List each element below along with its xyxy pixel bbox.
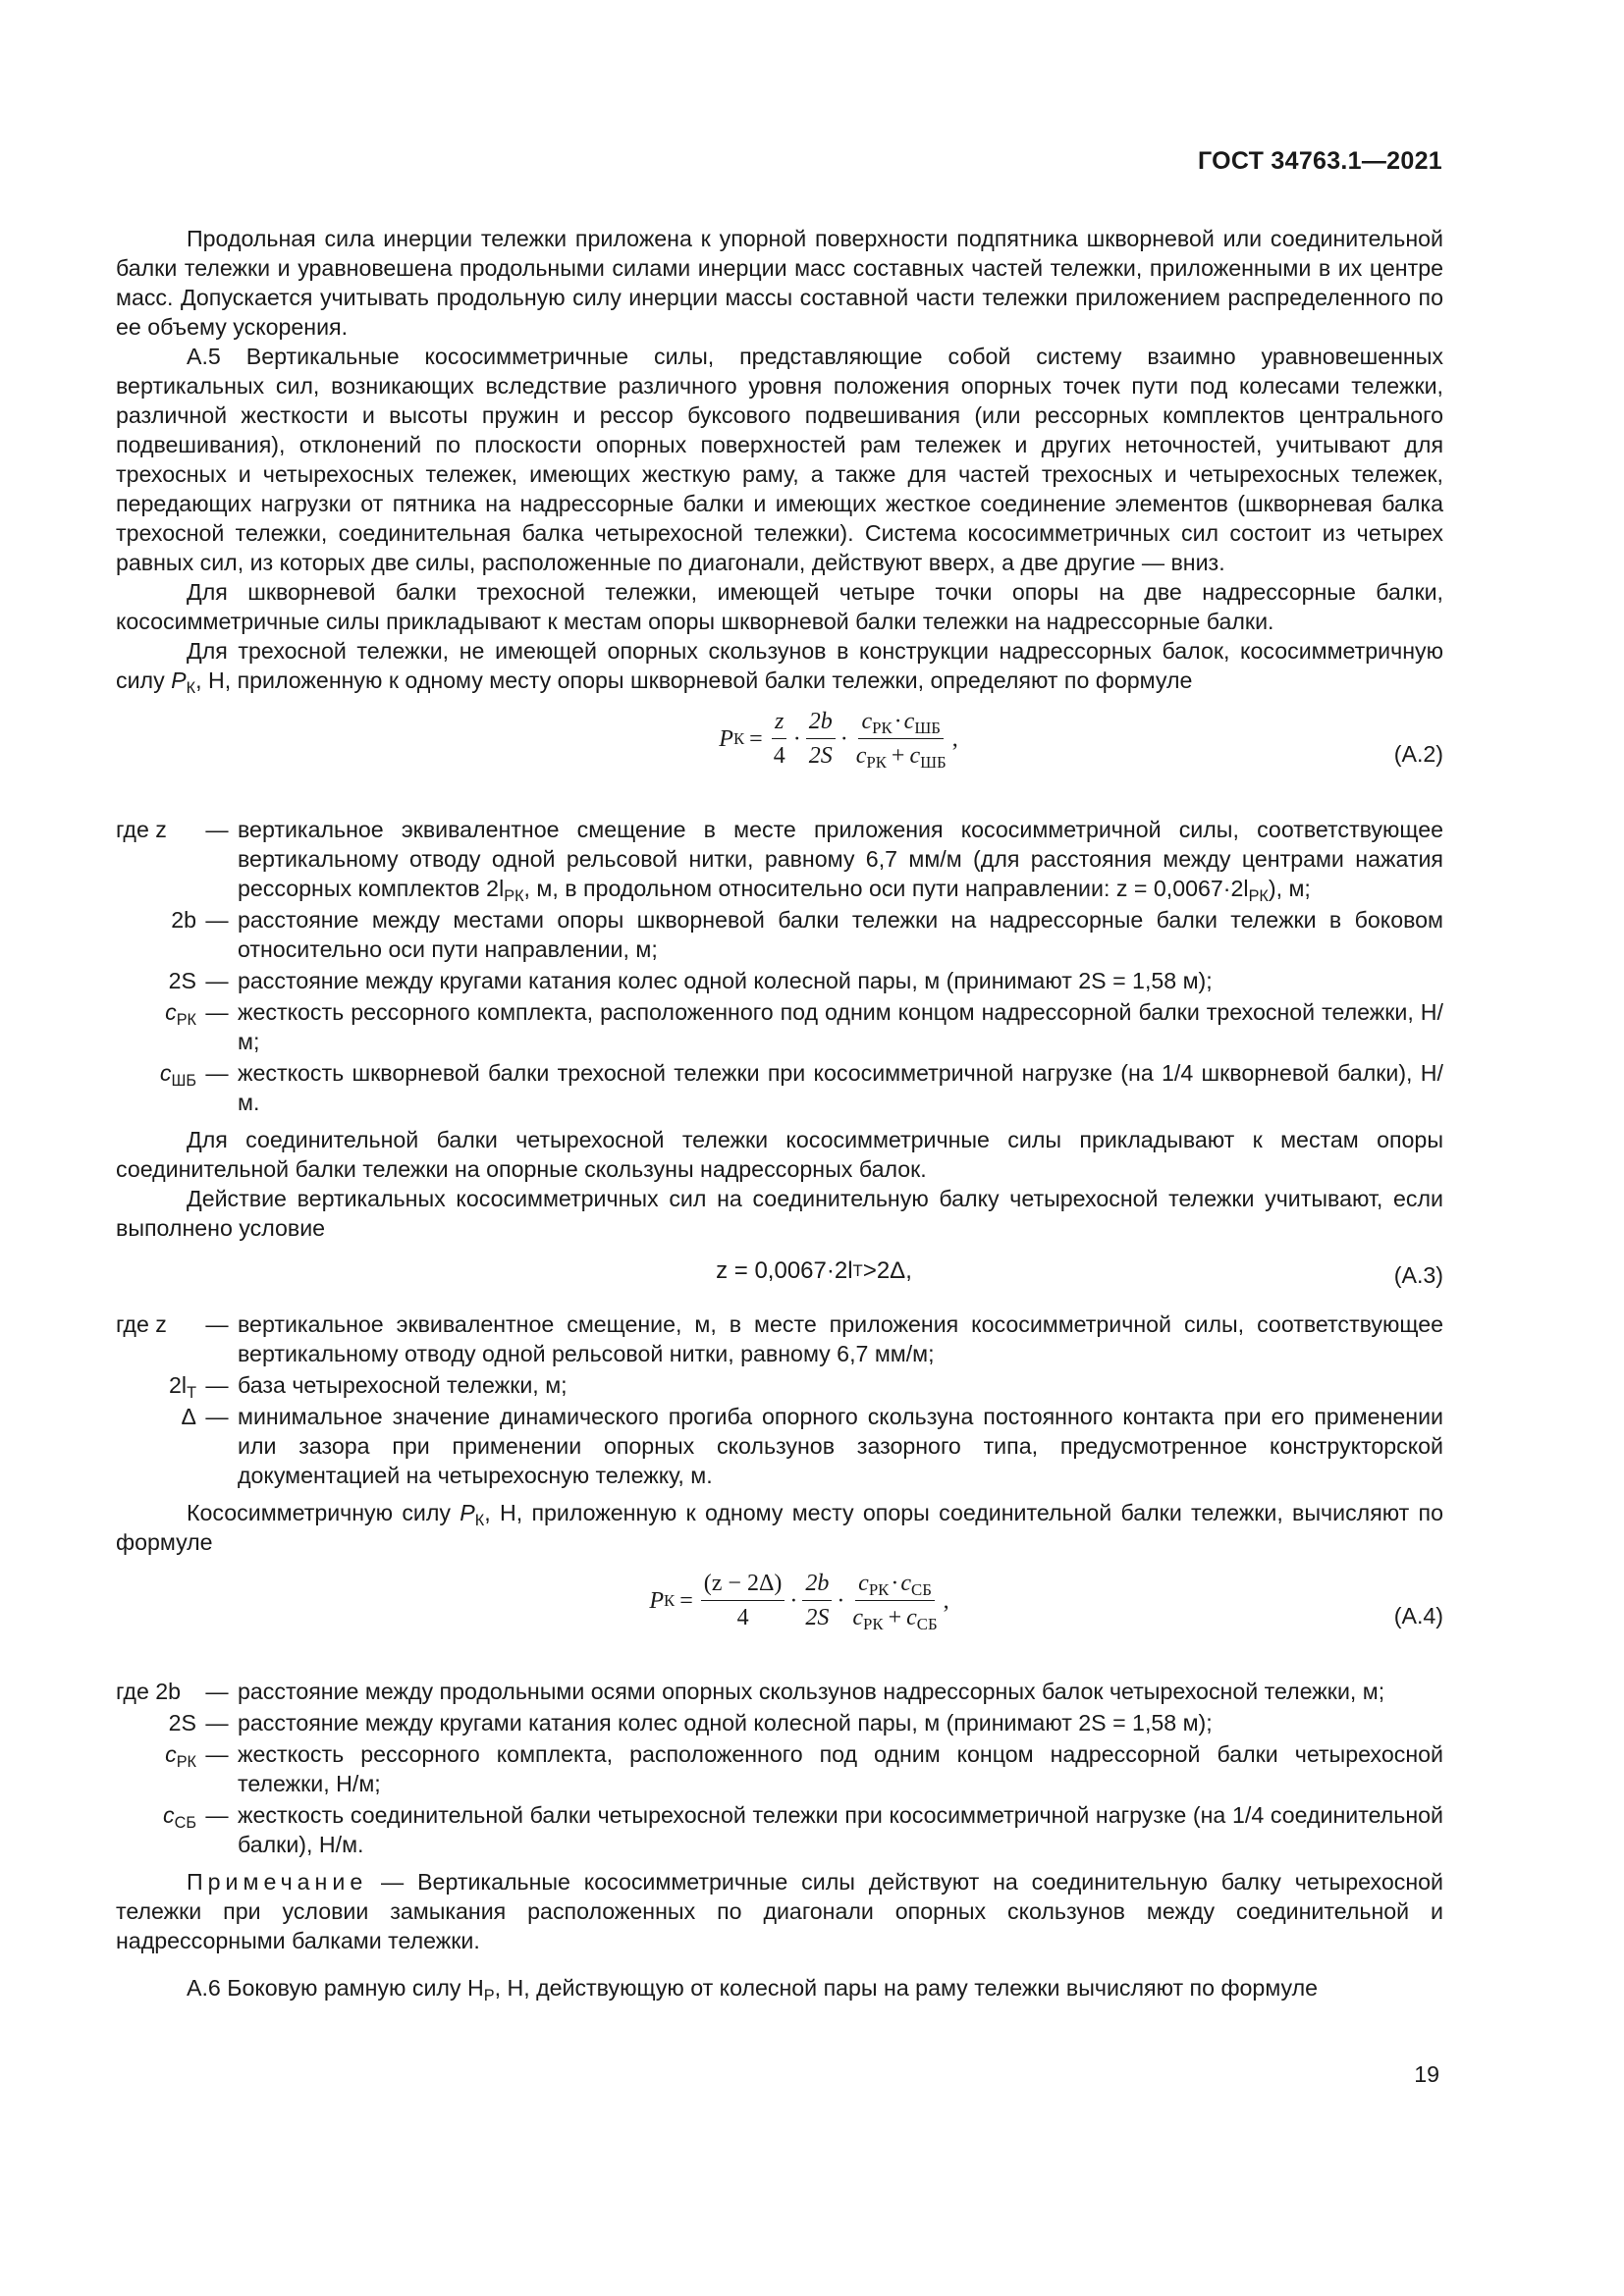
paragraph-four-axle-connecting: Для соединительной балки четырехосной тележки кососимметричные силы прикладывают к местам опоры соединительной балки тележки на опорные скользуны надрессорных балок. [116, 1127, 1443, 1182]
definition-item: 2S — расстояние между кругами катания колес одной колесной пары, м (принимают 2S = 1,58 м); [168, 968, 1213, 993]
formula-a4: P К = $\frac{(z - 2\Delta)}{4}$ · $\frac{2b}{2S}$ · $\frac{c_{РК}\cdot c_{СБ}}{c_{РК} + c_{СБ}}$ , (А.4) [649, 1571, 1443, 1634]
paragraph-a6: А.6 Боковую рамную силу $Н_Р$, Н, действующую от колесной пары на раму тележки вычисляют по формуле [187, 1975, 1319, 2004]
formula-a3: z = 0,0067·2l Т >2Δ, (А.3) [716, 1257, 1443, 1288]
paragraph-inertia: Продольная сила инерции тележки приложена к упорной поверхности подпятника шкворневой или соединительной балки тележки и уравновешена продольными силами инерции масс составных частей тележки, приложенными в их центре масс. Допускается учитывать продольную силу инерции массы составной части тележки приложением распределенного по ее объему ускорения. [116, 226, 1443, 340]
definition-item: $c_{РК}$ — жесткость рессорного комплекта, расположенного под одним концом надрессорной балки трехосной тележки, Н/м; [165, 999, 1443, 1054]
page-number: 19 [1414, 2061, 1439, 2087]
definition-item: Δ — минимальное значение динамического прогиба опорного скользуна постоянного контакта при его применении или зазора при применении опорных скользунов зазорного типа, предусмотренное конструкторской документацией на четырехосную тележку, м. [181, 1404, 1443, 1488]
definition-item: 2b — расстояние между местами опоры шкворневой балки тележки на надрессорные балки тележки в боковом относительно оси пути направлении, м; [171, 907, 1443, 962]
note-label: Примечание [187, 1869, 368, 1895]
paragraph-a5: А.5 Вертикальные кососимметричные силы, представляющие собой систему взаимно уравновешенных вертикальных сил, возникающих вследствие различного уровня положения опорных точек пути под колесами тележки, различной жесткости и высоты пружин и рессор буксового подвешивания (или рессорных комплектов центрального подвешивания), отклонений по плоскости опорных поверхностей рам тележек и других неточностей, учитывают для трехосных и четырехосных тележек, имеющих жесткую раму, а также для частей трехосных и четырехосных тележек, передающих нагрузки от пятника на надрессорные балки и имеющих жесткое соединение элементов (шкворневая балка трехосной тележки, соединительная балка четырехосной тележки). Система кососимметричных сил состоит из четырех равных сил, из которых две силы, расположенные по диагонали, действуют вверх, а две другие — вниз. [116, 344, 1443, 575]
definitions-a2 [116, 815, 1443, 1117]
definition-item: $c_{ШБ}$ — жесткость шкворневой балки трехосной тележки при кососимметричной нагрузке (на 1/4 шкворневой балки), Н/м. [159, 1060, 1443, 1115]
definition-item: $2l_Т$ — база четырехосной тележки, м; [169, 1372, 568, 1402]
definition-item: где z — вертикальное эквивалентное смещение в месте приложения кососимметричной силы, соответствующее вертикальному отводу одной рельсовой нитки, равному 6,7 мм/м (для расстояния между центрами нажатия рессорных комплектов $2l_{РК}$, м, в продольном относительно оси пути направлении: $z = 0,0067\cdot 2l_{РК}$), м; [116, 817, 1443, 905]
paragraph-three-axle-pivot: Для шкворневой балки трехосной тележки, имеющей четыре точки опоры на две надрессорные балки, кососимметричные силы прикладывают к местам опоры шкворневой балки тележки на надрессорные балки. [116, 579, 1443, 634]
definition-item: 2S — расстояние между кругами катания колес одной колесной пары, м (принимают 2S = 1,58 м); [168, 1710, 1213, 1735]
definition-item: где z — вертикальное эквивалентное смещение, м, в месте приложения кососимметричной силы, соответствующее вертикальному отводу одной рельсовой нитки, равному 6,7 мм/м; [116, 1311, 1443, 1366]
standard-code-header: ГОСТ 34763.1—2021 [1197, 147, 1442, 175]
paragraph-condition-intro: Действие вертикальных кососимметричных сил на соединительную балку четырехосной тележки учитывают, если выполнено условие [116, 1186, 1443, 1241]
definitions-a4 [116, 1677, 1443, 1859]
equation-number-a3: (А.3) [1393, 1262, 1443, 1288]
paragraph-formula-a2-intro: Для трехосной тележки, не имеющей опорных скользунов в конструкции надрессорных балок, кососимметричную силу $P_К$, Н, приложенную к одному месту опоры шкворневой балки тележки, определяют по формуле [116, 638, 1443, 697]
equation-number-a4: (А.4) [1393, 1603, 1443, 1629]
note-paragraph: Примечание — Вертикальные кососимметричные силы действуют на соединительную балку четырехосной тележки при условии замыкания расположенных по диагонали опорных скользунов между соединительной и надрессорными балками тележки. [116, 1869, 1443, 1953]
definitions-a3 [116, 1309, 1443, 1490]
definition-item: где 2b — расстояние между продольными осями опорных скользунов надрессорных балок четырехосной тележки, м; [116, 1679, 1385, 1704]
equation-number-a2: (А.2) [1393, 741, 1443, 767]
formula-a2: P К = $\frac{z}{4}$ · $\frac{2b}{2S}$ · $\frac{c_{РК}\cdot c_{ШБ}}{c_{РК} + c_{ШБ}}$ , (А.2) [719, 709, 1443, 773]
page-body [116, 224, 1443, 2002]
paragraph-formula-a4-intro: Кососимметричную силу $P_К$, Н, приложенную к одному месту опоры соединительной балки тележки, вычисляют по формуле [116, 1500, 1443, 1555]
definition-item: $c_{СБ}$ — жесткость соединительной балки четырехосной тележки при кососимметричной нагрузке (на 1/4 соединительной балки), Н/м. [163, 1802, 1443, 1857]
definition-item: $c_{РК}$ — жесткость рессорного комплекта, расположенного под одним концом надрессорной балки четырехосной тележки, Н/м; [165, 1741, 1443, 1796]
